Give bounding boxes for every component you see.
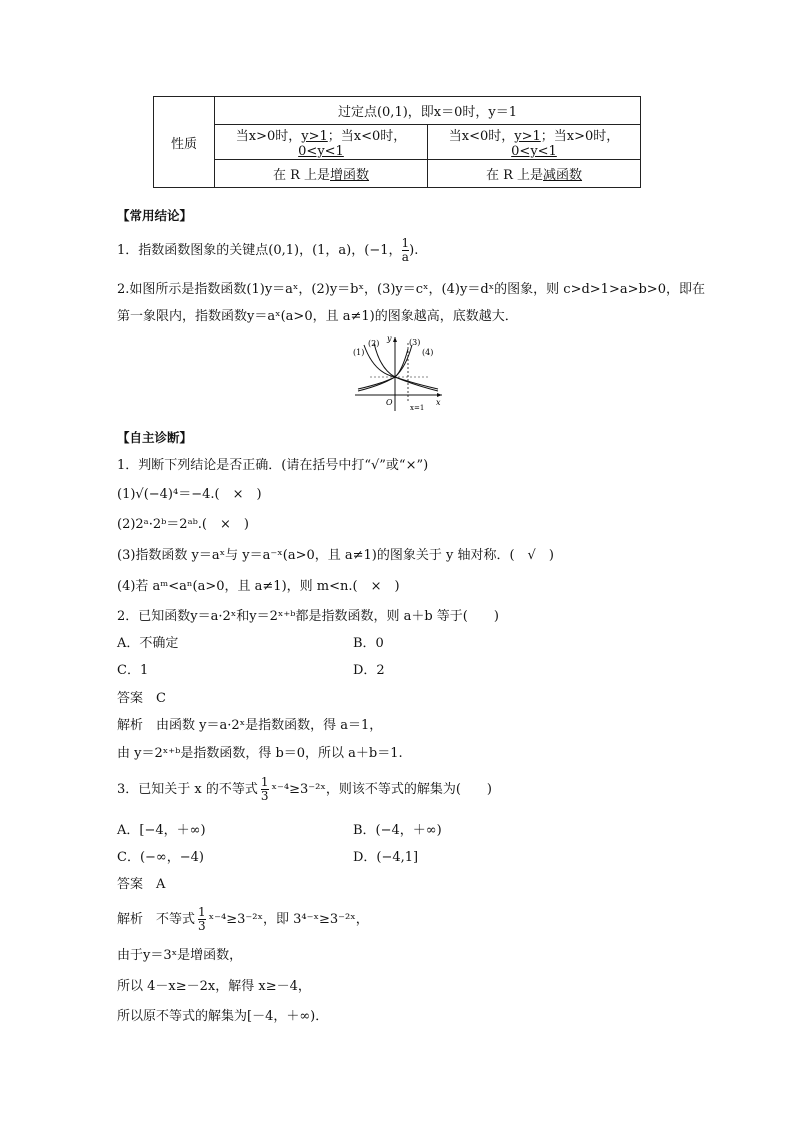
fraction: $\frac{1}{3}$ [260, 775, 269, 803]
graph-x-label: x [436, 398, 441, 407]
q3-option-b: B．(−4，＋∞) [353, 823, 442, 838]
q2-answer: 答案 C [117, 691, 166, 706]
conclusion-1: 1．指数函数图象的关键点(0,1)，(1，a)，(−1， $\frac{1}{a}$ ). [117, 236, 419, 264]
fraction: $\frac{1}{3}$ [198, 905, 206, 933]
conclusion-2-line1: 2.如图所示是指数函数(1)y＝aˣ，(2)y＝bˣ，(3)y＝cˣ，(4)y＝dˣ的图象，则 c>d>1>a>b>0，即在 [117, 282, 705, 297]
q1-text: 1．判断下列结论是否正确．(请在括号中打“√”或“×”) [117, 458, 429, 473]
q3-explanation-1: 解析 不等式 $\frac{1}{3}$ ˣ⁻⁴≥3⁻²ˣ，即 3⁴⁻ˣ≥3⁻²ˣ， [117, 905, 369, 933]
fixed-point-cell: 过定点(0,1)，即x＝0时，y＝1 [215, 97, 641, 125]
section-title-conclusions: 【常用结论】 [117, 208, 193, 223]
q2-option-b: B．0 [353, 636, 384, 651]
q3-option-c: C．(−∞，−4) [117, 850, 204, 865]
q1-item-1: (1)√(−4)⁴＝−4.( × ) [117, 487, 262, 502]
q3-answer: 答案 A [117, 877, 166, 892]
q2-text: 2．已知函数y＝a·2ˣ和y＝2ˣ⁺ᵇ都是指数函数，则 a＋b 等于( ) [117, 609, 499, 624]
left-monotonic-cell: 在 R 上是增函数 [215, 160, 428, 188]
graph-label-3: (3) [409, 338, 421, 347]
graph-label-4: (4) [422, 348, 434, 357]
q3-option-d: D．(−4,1] [353, 850, 419, 865]
conclusion-2-line2: 第一象限内，指数函数y＝aˣ(a>0，且 a≠1)的图象越高，底数越大． [117, 309, 518, 324]
property-table [153, 96, 641, 188]
q3-option-a: A．[−4，＋∞) [117, 823, 206, 838]
graph-origin-label: O [386, 398, 393, 407]
graph-y-label: y [387, 334, 392, 343]
q2-option-d: D．2 [353, 663, 385, 678]
q2-explanation-1: 解析 由函数 y＝a·2ˣ是指数函数，得 a＝1， [117, 718, 383, 733]
section-title-diagnosis: 【自主诊断】 [117, 430, 193, 445]
exponential-graph [350, 333, 446, 413]
q1-item-3: (3)指数函数 y＝aˣ与 y＝a⁻ˣ(a>0，且 a≠1)的图象关于 y 轴对称．( √ ) [117, 548, 554, 563]
q2-option-c: C．1 [117, 663, 149, 678]
graph-label-2: (2) [368, 339, 380, 348]
q2-option-a: A．不确定 [117, 636, 179, 651]
q1-item-4: (4)若 aᵐ<aⁿ(a>0，且 a≠1)，则 m<n.( × ) [117, 579, 400, 594]
q1-item-2: (2)2ᵃ·2ᵇ＝2ᵃᵇ.( × ) [117, 517, 249, 532]
q3-explanation-3: 所以 4－x≥－2x，解得 x≥－4， [117, 979, 311, 994]
q2-explanation-2: 由 y＝2ˣ⁺ᵇ是指数函数，得 b＝0，所以 a＋b＝1. [117, 746, 403, 761]
left-condition-cell: 当x>0时，y>1；当x<0时，0<y<1 [215, 125, 428, 160]
right-monotonic-cell: 在 R 上是减函数 [428, 160, 641, 188]
row-header-property: 性质 [154, 97, 215, 188]
q3-text: 3．已知关于 x 的不等式 $\frac{1}{3}$ ˣ⁻⁴≥3⁻²ˣ，则该不等式的解集为( ) [117, 775, 492, 803]
fraction: $\frac{1}{a}$ [401, 236, 410, 264]
q3-explanation-2: 由于y＝3ˣ是增函数， [117, 948, 243, 963]
graph-label-1: (1) [353, 348, 365, 357]
graph-x1-label: x=1 [410, 404, 425, 412]
q3-explanation-4: 所以原不等式的解集为[－4，＋∞)． [117, 1009, 329, 1024]
right-condition-cell: 当x<0时，y>1；当x>0时，0<y<1 [428, 125, 641, 160]
